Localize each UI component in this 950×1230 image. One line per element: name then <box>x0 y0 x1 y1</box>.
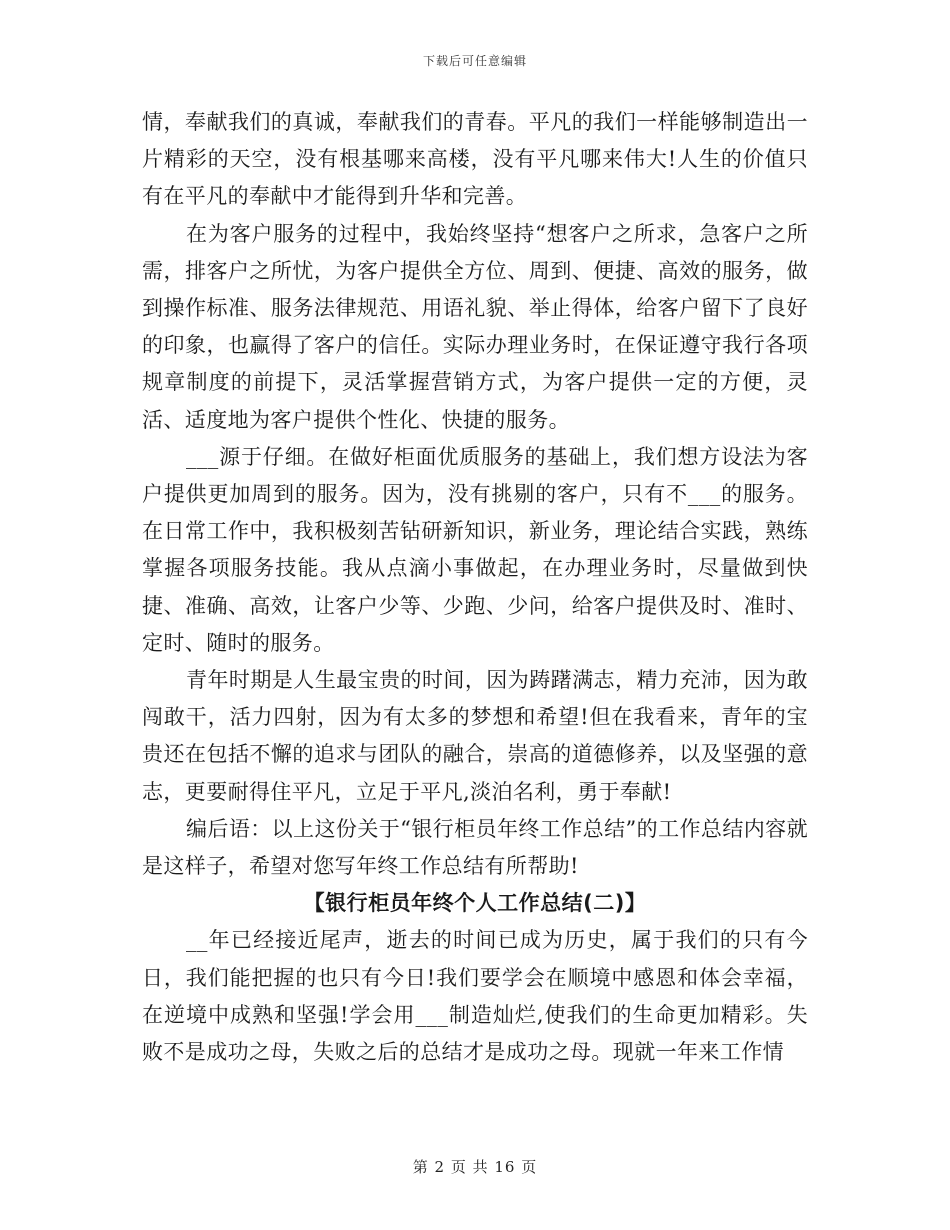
paragraph-customer-service: 在为客户服务的过程中，我始终坚持“想客户之所求，急客户之所需，排客户之所忧，为客户提供全方位、周到、便捷、高效的服务，做到操作标准、服务法律规范、用语礼貌、举止得体，给客户留下了良好的印象，也赢得了客户的信任。实际办理业务时，在保证遵守我行各项规章制度的前提下，灵活掌握营销方式，为客户提供一定的方便，灵活、适度地为客户提供个性化、快捷的服务。 <box>142 221 808 432</box>
paragraph-section-intro: __年已经接近尾声，逝去的时间已成为历史，属于我们的只有今日，我们能把握的也只有今日!我们要学会在顺境中感恩和体会幸福，在逆境中成熟和坚强!学会用___制造灿烂,使我们的生命更加精彩。失败不是成功之母，失败之后的总结才是成功之母。现就一年来工作情 <box>142 928 808 1065</box>
page-footer: 第 2 页 共 16 页 <box>412 1158 538 1176</box>
paragraph-youth: 青年时期是人生最宝贵的时间，因为踌躇满志，精力充沛，因为敢闯敢干，活力四射，因为有太多的梦想和希望!但在我看来，青年的宝贵还在包括不懈的追求与团队的融合，崇高的道德修养，以及坚强的意志，更要耐得住平凡，立足于平凡,淡泊名利，勇于奉献! <box>142 668 808 804</box>
document-body <box>142 104 808 1071</box>
paragraph-attention-to-detail: ___源于仔细。在做好柜面优质服务的基础上，我们想方设法为客户提供更加周到的服务。因为，没有挑剔的客户，只有不___的服务。在日常工作中，我积极刻苦钻研新知识，新业务，理论结合实践，熟练掌握各项服务技能。我从点滴小事做起，在办理业务时，尽量做到快捷、准确、高效，让客户少等、少跑、少问，给客户提供及时、准时、定时、随时的服务。 <box>142 444 808 655</box>
section-title: 【银行柜员年终个人工作总结(二)】 <box>303 891 647 916</box>
paragraph-continuation: 情，奉献我们的真诚，奉献我们的青春。平凡的我们一样能够制造出一片精彩的天空，没有根基哪来高楼，没有平凡哪来伟大!人生的价值只有在平凡的奉献中才能得到升华和完善。 <box>142 110 808 209</box>
paragraph-editor-note: 编后语：以上这份关于“银行柜员年终工作总结”的工作总结内容就是这样子，希望对您写年终工作总结有所帮助! <box>142 816 808 879</box>
page-header: 下载后可任意编辑 <box>422 54 527 68</box>
